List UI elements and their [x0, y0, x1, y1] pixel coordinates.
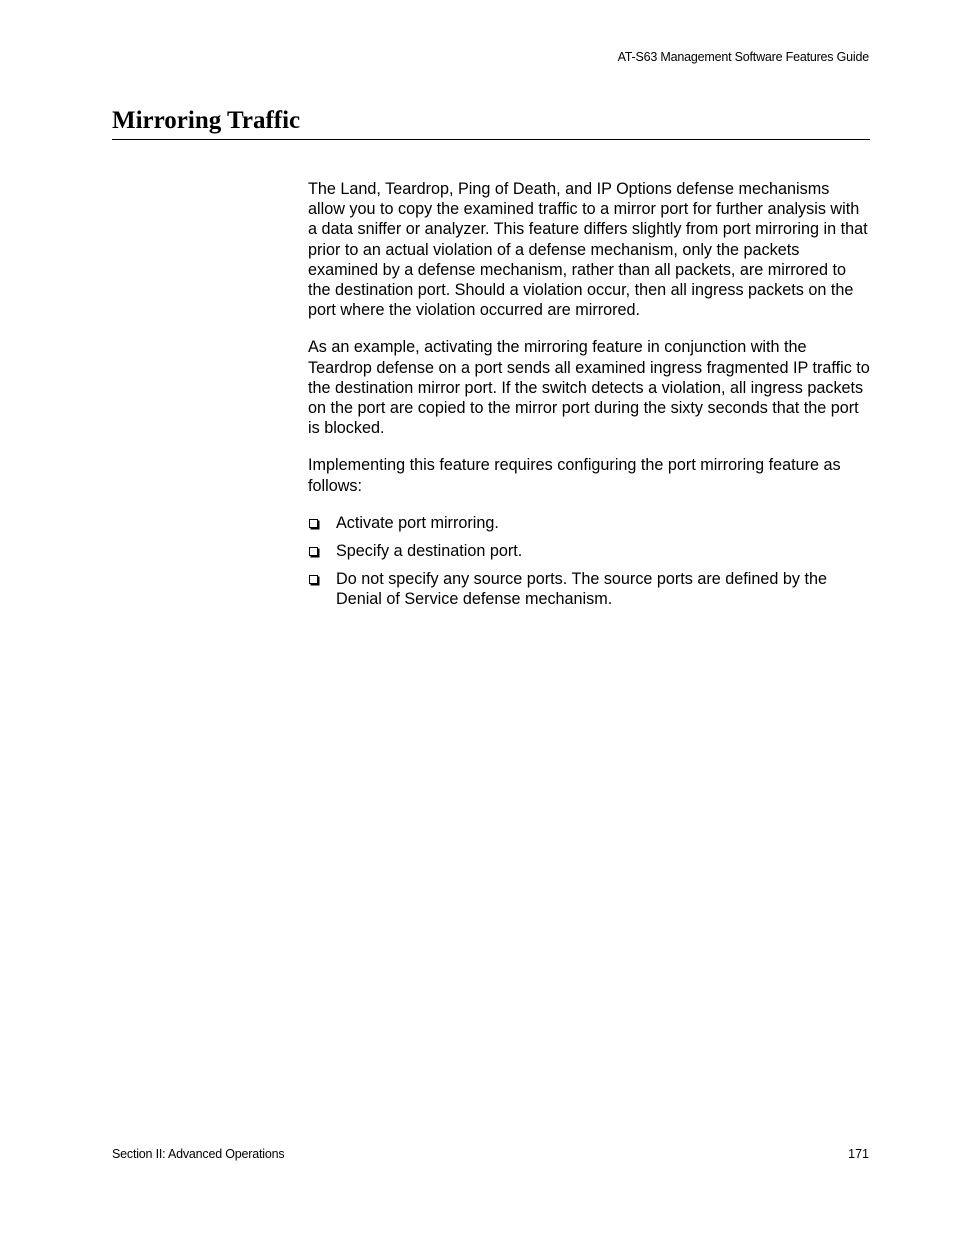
body-paragraph: As an example, activating the mirroring feature in conjunction with the Teardrop defense on a port sends all examined ingress fragmented IP traffic to the destination mirror port. If the switch detects a violation, all ingress packets on the port are copied to the mirror port during the sixty seconds that the port is blocked.: [308, 338, 870, 438]
body-paragraph: The Land, Teardrop, Ping of Death, and IP Options defense mechanisms allow you to copy the examined traffic to a mirror port for further analysis with a data sniffer or analyzer. This feature differs slightly from port mirroring in that prior to an actual violation of a defense mechanism, only the packets examined by a defense mechanism, rather than all packets, are mirrored to the destination port. Should a violation occur, then all ingress packets on the port where the violation occurred are mirrored.: [308, 180, 868, 320]
list-item: [308, 569, 870, 609]
checkbox-bullet-icon: [309, 519, 318, 528]
list-item: [308, 541, 870, 561]
body-column: [308, 179, 870, 617]
checkbox-bullet-icon: [309, 547, 318, 556]
title-rule: [112, 139, 870, 140]
list-item: [308, 513, 870, 533]
footer-page-number: 171: [848, 1147, 869, 1161]
running-header: AT-S63 Management Software Features Guide: [617, 50, 869, 64]
body-paragraph: Implementing this feature requires configuring the port mirroring feature as follows:: [308, 456, 841, 495]
footer-section-label: Section II: Advanced Operations: [112, 1147, 285, 1161]
section-title: Mirroring Traffic: [112, 107, 301, 134]
list-item-text: Activate port mirroring.: [336, 513, 499, 532]
requirements-list: [308, 513, 870, 609]
list-item-text: Specify a destination port.: [336, 541, 523, 560]
list-item-text: Do not specify any source ports. The source ports are defined by the Denial of Service defense mechanism.: [336, 569, 827, 609]
checkbox-bullet-icon: [309, 575, 318, 584]
